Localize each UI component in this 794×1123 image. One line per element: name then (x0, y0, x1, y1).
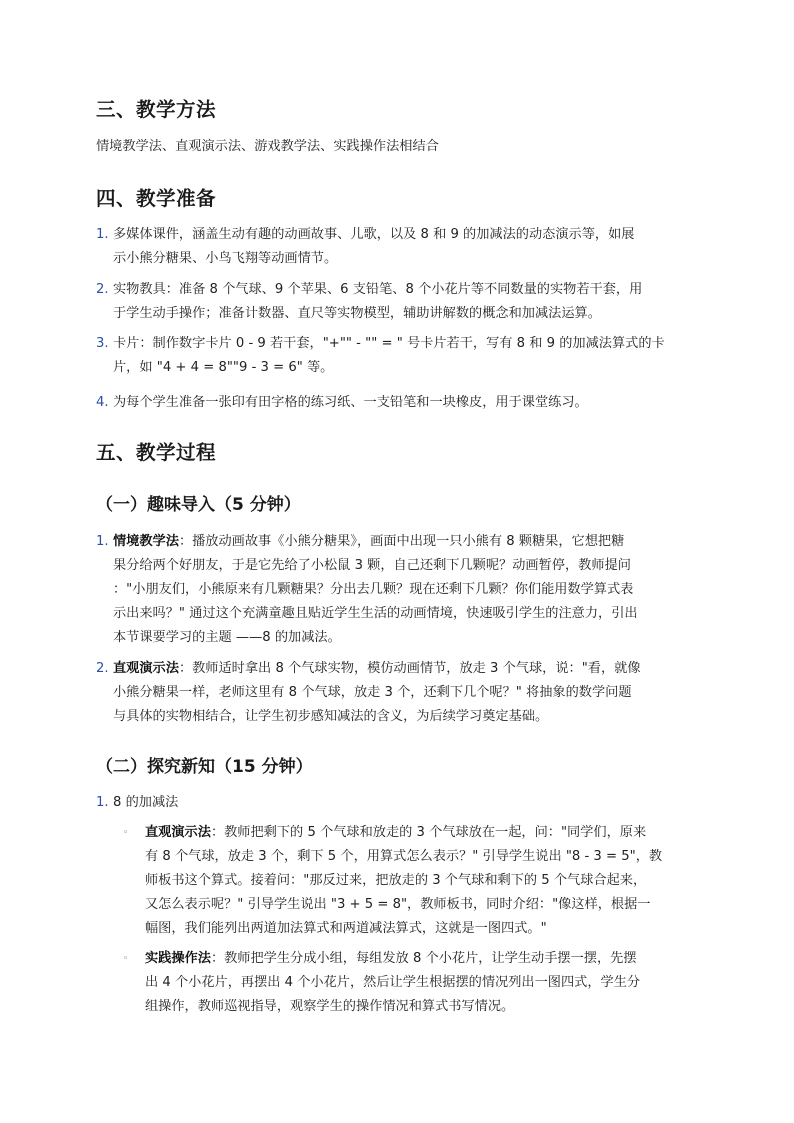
list-item-text: 出 4 个小花片，再摆出 4 个小花片，然后让学生根据摆的情况列出一图四式，学生分 (145, 975, 641, 990)
method-label: 实践操作法 (145, 951, 211, 966)
list-item-text: 本节课要学习的主题 ——8 的加减法。 (113, 630, 341, 645)
method-label: 直观演示法 (113, 661, 179, 676)
list-item-text: 又怎么表示呢？" 引导学生说出 "3 + 5 = 8"，教师板书，同时介绍："像这样，根据一 (145, 897, 651, 912)
methods-text: 情境教学法、直观演示法、游戏教学法、实践操作法相结合 (96, 139, 439, 154)
list-number: 1. (96, 534, 109, 549)
list-item-text: 师板书这个算式。接着问："那反过来，把放走的 3 个气球和剩下的 5 个气球合起来， (145, 873, 647, 888)
section-heading-preparation: 四、教学准备 (96, 187, 217, 210)
list-item-text: 示出来吗？" 通过这个充满童趣且贴近学生生活的动画情境，快速吸引学生的注意力，引出 (113, 606, 638, 621)
list-item-text: 卡片：制作数字卡片 0 - 9 若干套，"+"" - "" = " 号卡片若干，写有 8 和 9 的加减法算式的卡 (113, 336, 665, 351)
hollow-bullet-icon: ◦ (123, 828, 129, 838)
method-label: 情境教学法 (113, 534, 179, 549)
list-item-text: ：教师适时拿出 8 个气球实物，模仿动画情节，放走 3 个气球，说："看，就像 (178, 661, 641, 676)
method-label: 直观演示法 (145, 825, 211, 840)
list-item-text: 果分给两个好朋友，于是它先给了小松鼠 3 颗，自己还剩下几颗呢？动画暂停，教师提问 (113, 558, 631, 573)
subsection-heading-explore: （二）探究新知（15 分钟） (96, 757, 313, 777)
section-heading-process: 五、教学过程 (96, 441, 217, 464)
section-heading-methods: 三、教学方法 (96, 98, 217, 121)
list-item-text: 于学生动手操作；准备计数器、直尺等实物模型，辅助讲解数的概念和加减法运算。 (113, 306, 601, 321)
list-item-text: 为每个学生准备一张印有田字格的练习纸、一支铅笔和一块橡皮，用于课堂练习。 (113, 395, 588, 410)
list-item-text: 8 的加减法 (113, 795, 179, 810)
list-item-text: 多媒体课件，涵盖生动有趣的动画故事、儿歌，以及 8 和 9 的加减法的动态演示等，如展 (113, 227, 635, 242)
list-item-text: ：播放动画故事《小熊分糖果》，画面中出现一只小熊有 8 颗糖果，它想把糖 (178, 534, 625, 549)
list-number: 1. (96, 795, 109, 810)
list-item-text: ："小朋友们，小熊原来有几颗糖果？分出去几颗？现在还剩下几颗？你们能用数学算式表 (113, 582, 634, 597)
list-number: 4. (96, 395, 109, 410)
list-number: 1. (96, 227, 109, 242)
hollow-bullet-icon: ◦ (123, 954, 129, 964)
list-item-text: 幅图，我们能列出两道加法算式和两道减法算式，这就是一图四式。" (145, 921, 547, 936)
list-item-text: 有 8 个气球，放走 3 个，剩下 5 个，用算式怎么表示？" 引导学生说出 "8 - 3 = 5"，教 (145, 849, 663, 864)
list-item-text: 小熊分糖果一样，老师这里有 8 个气球，放走 3 个，还剩下几个呢？" 将抽象的数学问题 (113, 685, 632, 700)
list-item-text: 实物教具：准备 8 个气球、9 个苹果、6 支铅笔、8 个小花片等不同数量的实物若干套，用 (113, 282, 643, 297)
list-number: 2. (96, 661, 109, 676)
list-item-text: 组操作，教师巡视指导，观察学生的操作情况和算式书写情况。 (145, 999, 515, 1014)
list-item-text: ：教师把学生分成小组，每组发放 8 个小花片，让学生动手摆一摆，先摆 (210, 951, 637, 966)
list-item-text: 与具体的实物相结合，让学生初步感知减法的含义，为后续学习奠定基础。 (113, 709, 549, 724)
list-item-text: 片，如 "4 + 4 = 8""9 - 3 = 6" 等。 (113, 360, 334, 375)
list-item-text: ：教师把剩下的 5 个气球和放走的 3 个气球放在一起，问："同学们，原来 (210, 825, 647, 840)
list-item-text: 示小熊分糖果、小鸟飞翔等动画情节。 (113, 251, 338, 266)
list-number: 2. (96, 282, 109, 297)
list-number: 3. (96, 336, 109, 351)
subsection-heading-intro: （一）趣味导入（5 分钟） (96, 495, 301, 515)
